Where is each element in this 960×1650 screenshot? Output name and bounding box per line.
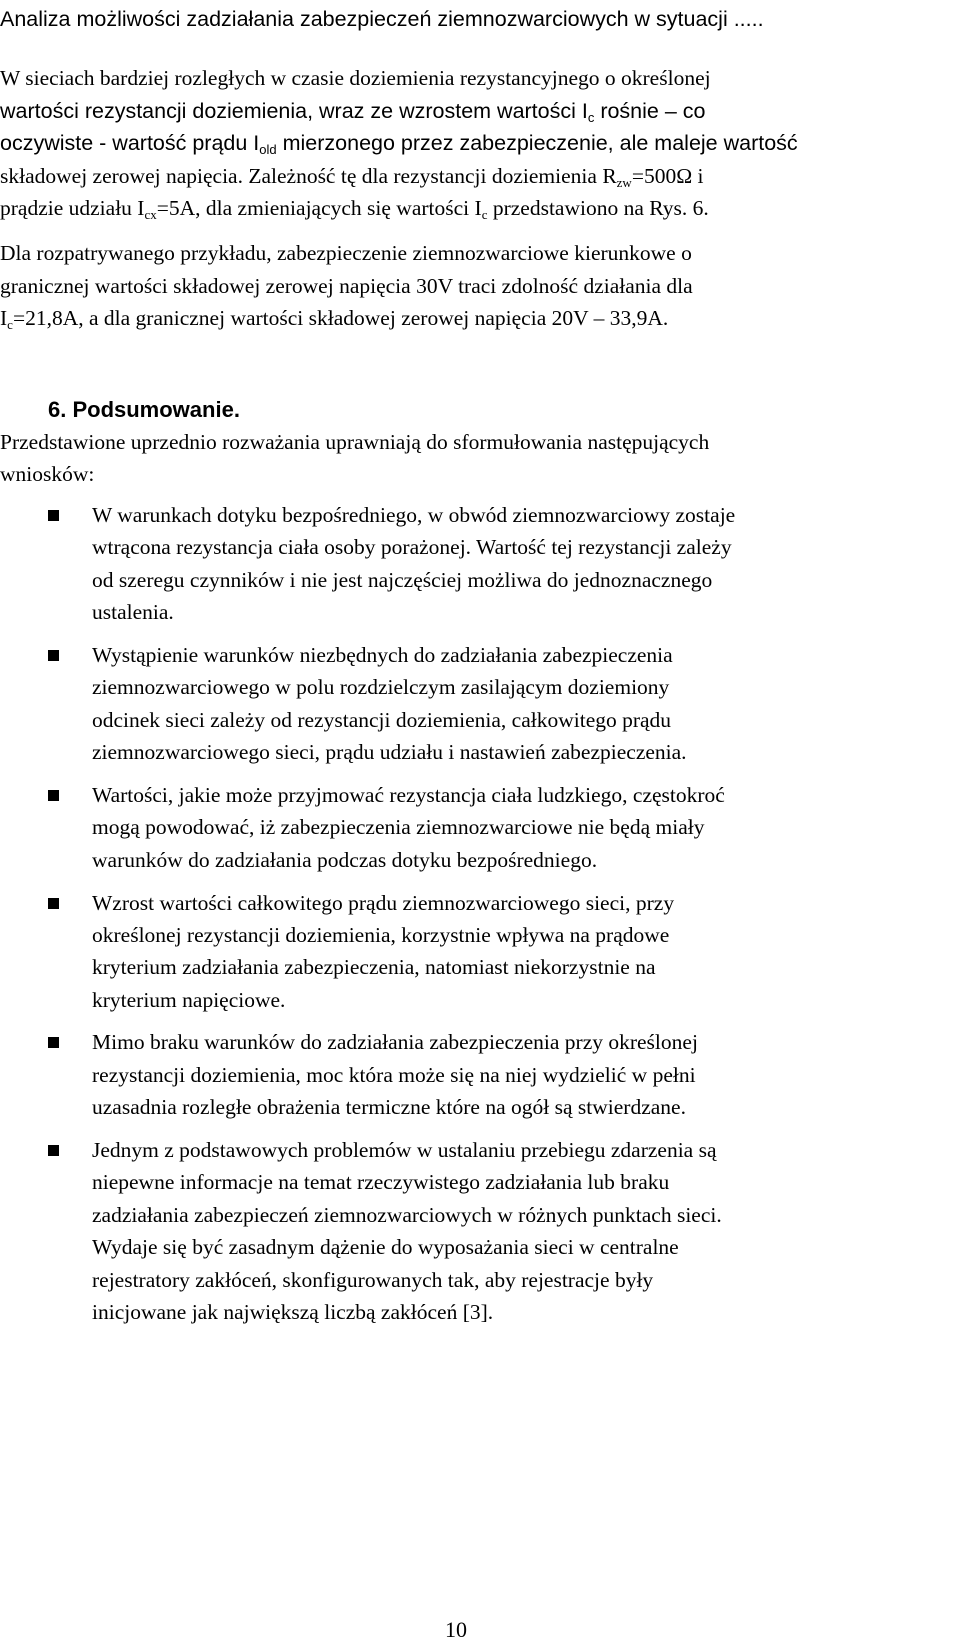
bullet-marker <box>48 790 59 801</box>
bullet-line: W warunkach dotyku bezpośredniego, w obwód ziemnozwarciowy zostaje <box>92 503 736 527</box>
bullet-marker <box>48 898 59 909</box>
bullet-line: ziemnozwarciowego sieci, prądu udziału i nastawień zabezpieczenia. <box>92 740 687 764</box>
bullet-marker <box>48 650 59 661</box>
subscript: c <box>481 207 488 222</box>
paragraph-line: granicznej wartości składowej zerowej napięcia 30V traci zdolność działania dla <box>0 274 693 298</box>
bullet-marker <box>48 1145 59 1156</box>
bullet-marker <box>48 1037 59 1048</box>
paragraph-line: W sieciach bardziej rozległych w czasie doziemienia rezystancyjnego o określonej <box>0 66 711 90</box>
running-header: Analiza możliwości zadziałania zabezpieczeń ziemnozwarciowych w sytuacji ..... <box>0 7 764 31</box>
bullet-line: Jednym z podstawowych problemów w ustalaniu przebiegu zdarzenia są <box>92 1138 717 1162</box>
bullet-line: zadziałania zabezpieczeń ziemnozwarciowych w różnych punktach sieci. <box>92 1203 722 1227</box>
bullet-line: inicjowane jak największą liczbą zakłóceń [3]. <box>92 1300 494 1324</box>
bullet-line: określonej rezystancji doziemienia, korzystnie wpływa na prądowe <box>92 923 670 947</box>
text-run: I <box>0 306 8 330</box>
bullet-line: niepewne informacje na temat rzeczywistego zadziałania lub braku <box>92 1170 670 1194</box>
subscript: cx <box>144 207 157 222</box>
bullet-line: odcinek sieci zależy od rezystancji doziemienia, całkowitego prądu <box>92 708 672 732</box>
bullet-line: uzasadnia rozległe obrażenia termiczne które na ogół są stwierdzane. <box>92 1095 686 1119</box>
subscript: c <box>587 110 595 125</box>
text-run: =21,8A, a dla granicznej wartości składowej zerowej napięcia 20V – 33,9A. <box>12 306 669 330</box>
text-run: mierzonego przez zabezpieczenie, ale maleje wartość <box>276 131 798 155</box>
bullet-line: ustalenia. <box>92 600 174 624</box>
bullet-line: warunków do zadziałania podczas dotyku bezpośredniego. <box>92 848 598 872</box>
paragraph-line <box>0 161 704 191</box>
text-run: =5A, dla zmieniających się wartości I <box>156 196 482 220</box>
bullet-line: od szeregu czynników i nie jest najczęściej możliwa do jednoznacznego <box>92 568 713 592</box>
paragraph-line <box>0 303 668 333</box>
paragraph-line <box>0 193 709 223</box>
section-heading: 6. Podsumowanie. <box>48 397 240 422</box>
bullet-line: Wydaje się być zasadnym dążenie do wyposażania sieci w centralne <box>92 1235 679 1259</box>
bullet-marker <box>48 510 59 521</box>
bullet-line: Wartości, jakie może przyjmować rezystancja ciała ludzkiego, częstokroć <box>92 783 725 807</box>
bullet-line: Wystąpienie warunków niezbędnych do zadziałania zabezpieczenia <box>92 643 673 667</box>
text-run: rośnie – co <box>594 99 706 123</box>
text-run: przedstawiono na Rys. 6. <box>487 196 709 220</box>
bullet-line: Wzrost wartości całkowitego prądu ziemnozwarciowego sieci, przy <box>92 891 675 915</box>
page-number: 10 <box>445 1617 467 1642</box>
text-run: wartości rezystancji doziemienia, wraz ze wzrostem wartości I <box>0 99 588 123</box>
bullet-line: wtrącona rezystancja ciała osoby porażonej. Wartość tej rezystancji zależy <box>92 535 732 559</box>
bullet-line: kryterium zadziałania zabezpieczenia, natomiast niekorzystnie na <box>92 955 656 979</box>
bullet-line: kryterium napięciowe. <box>92 988 286 1012</box>
subscript: c <box>7 317 13 332</box>
bullet-line: mogą powodować, iż zabezpieczenia ziemnozwarciowe nie będą miały <box>92 815 705 839</box>
bullet-line: rejestratory zakłóceń, skonfigurowanych tak, aby rejestracje były <box>92 1268 654 1292</box>
subscript: old <box>259 142 277 157</box>
text-run: =500Ω i <box>631 164 704 188</box>
text-run: składowej zerowej napięcia. Zależność tę dla rezystancji doziemienia R <box>0 164 617 188</box>
paragraph-line <box>0 96 706 126</box>
paragraph-line: Przedstawione uprzednio rozważania uprawniają do sformułowania następujących <box>0 430 710 454</box>
paragraph-line: Dla rozpatrywanego przykładu, zabezpieczenie ziemnozwarciowe kierunkowe o <box>0 241 692 265</box>
text-run: oczywiste - wartość prądu I <box>0 131 260 155</box>
subscript: zw <box>616 175 632 190</box>
paragraph-line: wniosków: <box>0 462 95 486</box>
paragraph-line <box>0 128 798 158</box>
bullet-line: rezystancji doziemienia, moc która może się na niej wydzielić w pełni <box>92 1063 696 1087</box>
bullet-line: Mimo braku warunków do zadziałania zabezpieczenia przy określonej <box>92 1030 698 1054</box>
bullet-line: ziemnozwarciowego w polu rozdzielczym zasilającym doziemiony <box>92 675 670 699</box>
text-run: prądzie udziału I <box>0 196 145 220</box>
